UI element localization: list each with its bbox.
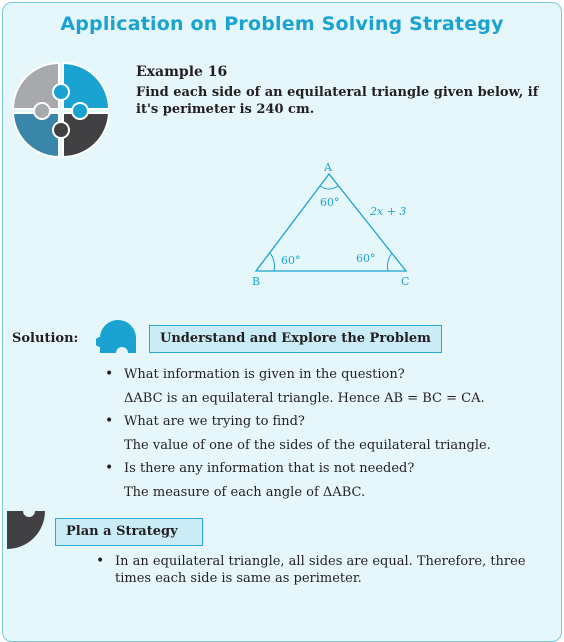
- answer-text: The value of one of the sides of the equilateral triangle.: [124, 437, 491, 453]
- question-text: What are we trying to find?: [124, 414, 305, 429]
- puzzle-piece-grey: [13, 63, 59, 109]
- step-understand-heading: Understand and Explore the Problem: [149, 325, 442, 353]
- list-item: [105, 460, 554, 484]
- solution-label: Solution:: [12, 331, 79, 346]
- angle-c-label: 60°: [356, 252, 376, 265]
- bullet-icon: •: [96, 553, 105, 569]
- angle-arc-a: [320, 186, 338, 189]
- vertex-a-label: A: [324, 161, 332, 174]
- angle-arc-c: [388, 253, 393, 271]
- example-question: Find each side of an equilateral triangle given below, if it's perimeter is 240 cm.: [136, 85, 539, 117]
- bullet-icon: •: [105, 460, 114, 476]
- list-item: [96, 553, 555, 587]
- puzzle-piece-blue-icon: [96, 319, 144, 359]
- list-item: [105, 366, 554, 390]
- puzzle-piece-dark-icon: [5, 509, 47, 551]
- list-item: [105, 413, 554, 437]
- list-item: [124, 484, 554, 508]
- plan-list: [96, 553, 555, 587]
- bullet-icon: •: [105, 413, 114, 429]
- page-title: Application on Problem Solving Strategy: [60, 13, 504, 35]
- puzzle-piece-dark: [63, 113, 109, 157]
- question-text: What information is given in the question?: [124, 367, 405, 382]
- question-text: Is there any information that is not needed?: [124, 461, 415, 476]
- list-item: [124, 437, 554, 461]
- vertex-c-label: C: [401, 275, 410, 288]
- answer-text: The measure of each angle of ΔABC.: [124, 484, 366, 500]
- puzzle-piece-blue: [63, 63, 109, 109]
- list-item: [124, 390, 554, 414]
- understand-list: [105, 366, 554, 507]
- step-plan-heading: Plan a Strategy: [55, 518, 203, 546]
- vertex-b-label: B: [252, 275, 261, 288]
- bullet-icon: •: [105, 366, 114, 382]
- angle-a-label: 60°: [320, 196, 340, 209]
- side-ac-label: 2x + 3: [370, 205, 407, 218]
- answer-text: ΔABC is an equilateral triangle. Hence AB = BC = CA.: [124, 390, 485, 406]
- angle-b-label: 60°: [281, 254, 301, 267]
- plan-text: In an equilateral triangle, all sides are equal. Therefore, three times each side is same as perimeter.: [115, 554, 526, 586]
- angle-arc-b: [270, 253, 275, 271]
- example-title: Example 16: [136, 64, 228, 80]
- triangle-diagram: [240, 158, 440, 298]
- puzzle-piece-teal: [13, 113, 59, 157]
- puzzle-logo-icon: [12, 62, 110, 158]
